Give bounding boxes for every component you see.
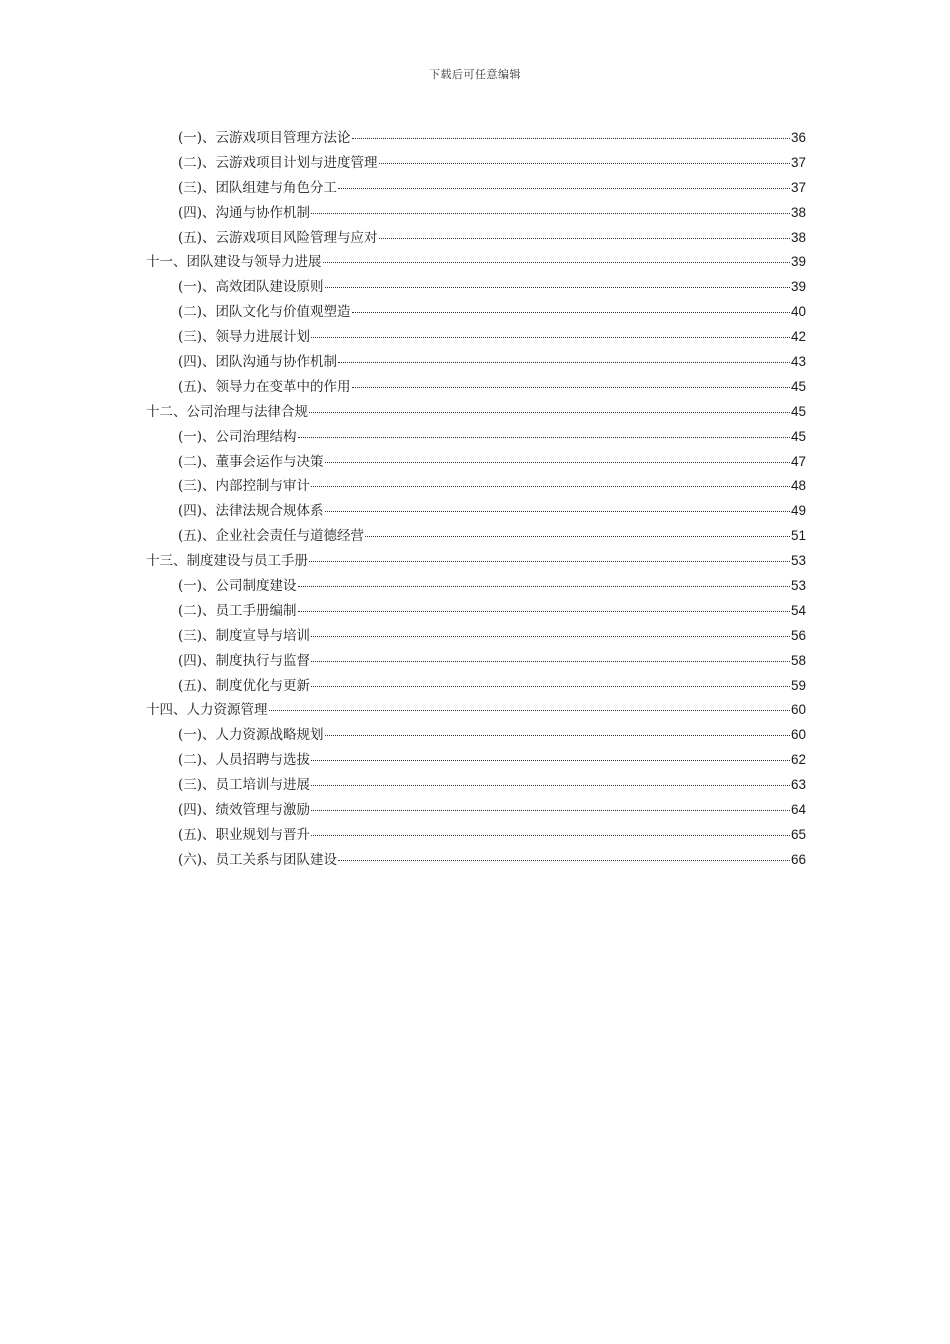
toc-page-number: 64 — [790, 802, 806, 818]
toc-entry-title: (五)、制度优化与更新 — [178, 677, 311, 694]
toc-page-number: 37 — [790, 179, 806, 195]
toc-dot-leader — [338, 859, 790, 861]
toc-section-entry[interactable] — [146, 624, 806, 649]
toc-section-entry[interactable] — [146, 226, 806, 251]
toc-chapter-entry[interactable] — [146, 698, 806, 723]
toc-page-number: 51 — [790, 528, 806, 544]
toc-section-entry[interactable] — [146, 450, 806, 475]
toc-section-entry[interactable] — [146, 798, 806, 823]
toc-section-entry[interactable] — [146, 151, 806, 176]
toc-dot-leader — [311, 660, 790, 662]
toc-section-entry[interactable] — [146, 599, 806, 624]
toc-page-number: 45 — [790, 428, 806, 444]
toc-section-entry[interactable] — [146, 201, 806, 226]
toc-section-entry[interactable] — [146, 275, 806, 300]
toc-dot-leader — [311, 635, 790, 637]
toc-page-number: 59 — [790, 677, 806, 693]
toc-dot-leader — [325, 461, 790, 463]
toc-page-number: 47 — [790, 453, 806, 469]
toc-entry-title: (六)、员工关系与团队建设 — [178, 851, 338, 868]
toc-entry-title: (五)、职业规划与晋升 — [178, 826, 311, 843]
toc-entry-title: (二)、人员招聘与选拔 — [178, 752, 311, 769]
toc-section-entry[interactable] — [146, 723, 806, 748]
toc-page-number: 45 — [790, 378, 806, 394]
toc-section-entry[interactable] — [146, 649, 806, 674]
toc-section-entry[interactable] — [146, 524, 806, 549]
toc-entry-title: (四)、制度执行与监督 — [178, 652, 311, 669]
toc-dot-leader — [338, 187, 790, 189]
toc-page-number: 45 — [790, 403, 806, 419]
toc-entry-title: (二)、员工手册编制 — [178, 602, 297, 619]
toc-section-entry[interactable] — [146, 748, 806, 773]
toc-dot-leader — [311, 485, 790, 487]
toc-dot-leader — [298, 436, 790, 438]
toc-entry-title: (二)、团队文化与价值观塑造 — [178, 304, 351, 321]
toc-dot-leader — [325, 510, 790, 512]
toc-section-entry[interactable] — [146, 375, 806, 400]
toc-section-entry[interactable] — [146, 848, 806, 873]
toc-dot-leader — [309, 560, 790, 562]
toc-entry-title: (二)、云游戏项目计划与进度管理 — [178, 154, 378, 171]
toc-entry-title: (一)、人力资源战略规划 — [178, 727, 324, 744]
toc-dot-leader — [379, 162, 790, 164]
toc-page-number: 37 — [790, 154, 806, 170]
toc-page-number: 63 — [790, 777, 806, 793]
toc-page-number: 43 — [790, 354, 806, 370]
toc-page-number: 60 — [790, 702, 806, 718]
toc-entry-title: 十一、团队建设与领导力进展 — [146, 254, 322, 271]
toc-dot-leader — [365, 535, 790, 537]
toc-dot-leader — [311, 759, 790, 761]
toc-entry-title: (一)、云游戏项目管理方法论 — [178, 130, 351, 146]
toc-page-number: 38 — [790, 204, 806, 220]
page-header: 下载后可任意编辑 — [429, 68, 521, 81]
toc-page-number: 49 — [790, 503, 806, 519]
toc-dot-leader — [298, 585, 790, 587]
toc-page-number: 53 — [790, 553, 806, 569]
toc-entry-title: (一)、高效团队建设原则 — [178, 279, 324, 296]
toc-page-number: 36 — [790, 130, 806, 145]
toc-dot-leader — [311, 212, 790, 214]
toc-dot-leader — [352, 311, 790, 313]
toc-entry-title: (二)、董事会运作与决策 — [178, 453, 324, 470]
toc-page-number: 65 — [790, 826, 806, 842]
toc-section-entry[interactable] — [146, 474, 806, 499]
toc-entry-title: (三)、员工培训与进展 — [178, 777, 311, 794]
toc-page-number: 66 — [790, 851, 806, 867]
toc-entry-title: (四)、团队沟通与协作机制 — [178, 354, 338, 371]
toc-section-entry[interactable] — [146, 499, 806, 524]
toc-section-entry[interactable] — [146, 325, 806, 350]
toc-page-number: 38 — [790, 229, 806, 245]
toc-entry-title: (四)、绩效管理与激励 — [178, 802, 311, 819]
toc-page-number: 54 — [790, 602, 806, 618]
toc-section-entry[interactable] — [146, 425, 806, 450]
toc-page-number: 53 — [790, 578, 806, 594]
toc-chapter-entry[interactable] — [146, 549, 806, 574]
toc-dot-leader — [298, 610, 790, 612]
toc-section-entry[interactable] — [146, 176, 806, 201]
toc-entry-title: 十二、公司治理与法律合规 — [146, 403, 308, 420]
toc-dot-leader — [311, 784, 790, 786]
toc-entry-title: (四)、法律法规合规体系 — [178, 503, 324, 520]
toc-page-number: 42 — [790, 329, 806, 345]
toc-chapter-entry[interactable] — [146, 400, 806, 425]
toc-entry-title: (三)、领导力进展计划 — [178, 329, 311, 346]
toc-entry-title: (三)、团队组建与角色分工 — [178, 179, 338, 196]
toc-page-number: 39 — [790, 254, 806, 270]
toc-chapter-entry[interactable] — [146, 250, 806, 275]
toc-dot-leader — [352, 137, 790, 139]
toc-page-number: 58 — [790, 652, 806, 668]
toc-dot-leader — [311, 685, 790, 687]
toc-dot-leader — [311, 809, 790, 811]
table-of-contents — [146, 126, 806, 873]
toc-entry-title: 十三、制度建设与员工手册 — [146, 553, 308, 570]
toc-dot-leader — [269, 709, 790, 711]
toc-dot-leader — [323, 261, 790, 263]
toc-dot-leader — [309, 411, 790, 413]
toc-dot-leader — [352, 386, 790, 388]
toc-entry-title: (五)、企业社会责任与道德经营 — [178, 528, 365, 545]
toc-entry-title: (三)、制度宣导与培训 — [178, 627, 311, 644]
toc-entry-title: 十四、人力资源管理 — [146, 702, 268, 719]
toc-dot-leader — [325, 734, 790, 736]
toc-entry-title: (一)、公司治理结构 — [178, 428, 297, 445]
toc-page-number: 40 — [790, 304, 806, 320]
toc-entry-title: (五)、云游戏项目风险管理与应对 — [178, 229, 378, 246]
toc-section-entry[interactable] — [146, 126, 806, 151]
toc-entry-title: (五)、领导力在变革中的作用 — [178, 378, 351, 395]
toc-dot-leader — [311, 834, 790, 836]
toc-section-entry[interactable] — [146, 300, 806, 325]
toc-section-entry[interactable] — [146, 350, 806, 375]
toc-section-entry[interactable] — [146, 574, 806, 599]
toc-dot-leader — [325, 286, 790, 288]
toc-dot-leader — [379, 237, 790, 239]
toc-page-number: 48 — [790, 478, 806, 494]
toc-section-entry[interactable] — [146, 674, 806, 699]
toc-section-entry[interactable] — [146, 823, 806, 848]
toc-entry-title: (四)、沟通与协作机制 — [178, 204, 311, 221]
toc-page-number: 62 — [790, 752, 806, 768]
toc-page-number: 60 — [790, 727, 806, 743]
toc-section-entry[interactable] — [146, 773, 806, 798]
toc-entry-title: (三)、内部控制与审计 — [178, 478, 311, 495]
toc-page-number: 56 — [790, 627, 806, 643]
toc-entry-title: (一)、公司制度建设 — [178, 578, 297, 595]
toc-dot-leader — [338, 361, 790, 363]
toc-dot-leader — [311, 336, 790, 338]
toc-page-number: 39 — [790, 279, 806, 295]
